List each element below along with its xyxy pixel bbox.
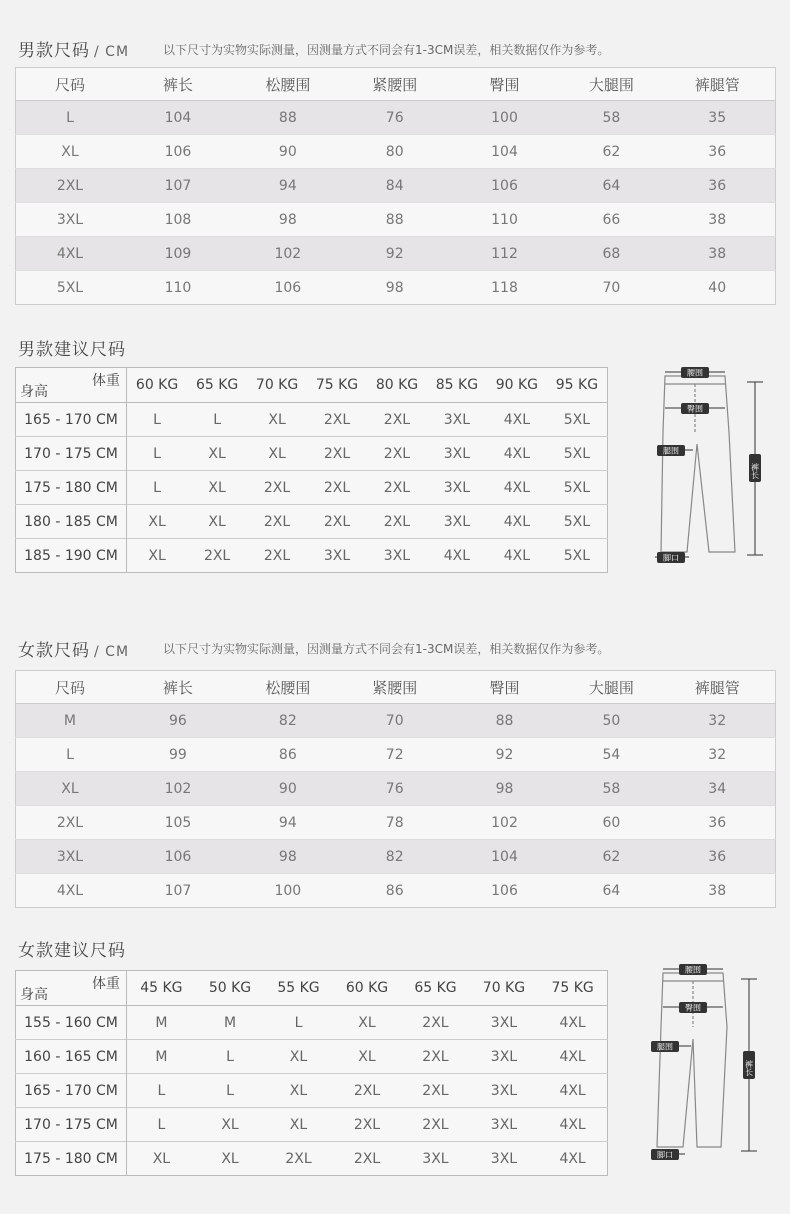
size-cell: 5XL	[547, 505, 608, 539]
column-header: 大腿围	[563, 671, 659, 704]
size-cell: 3XL	[427, 437, 487, 471]
size-cell: L	[127, 403, 188, 437]
table-cell: 118	[446, 271, 564, 305]
men-size-title	[18, 36, 129, 61]
size-cell: 4XL	[538, 1108, 607, 1142]
size-cell: 2XL	[367, 471, 427, 505]
size-cell: XL	[187, 505, 247, 539]
table-cell: 3XL	[16, 203, 124, 237]
table-cell: 106	[124, 840, 232, 874]
size-cell: 2XL	[307, 437, 367, 471]
column-header: 大腿围	[563, 68, 659, 101]
table-cell: 98	[344, 271, 446, 305]
size-cell: 2XL	[401, 1006, 469, 1040]
weight-header: 60 KG	[333, 971, 401, 1006]
size-cell: XL	[247, 437, 307, 471]
table-cell: 62	[563, 840, 659, 874]
size-cell: 2XL	[367, 437, 427, 471]
column-header: 紧腰围	[344, 68, 446, 101]
size-cell: XL	[187, 471, 247, 505]
height-label: 身高	[20, 384, 48, 400]
corner-header	[16, 971, 127, 1006]
table-cell: 36	[659, 840, 775, 874]
table-row	[16, 169, 776, 203]
size-cell: M	[127, 1006, 196, 1040]
size-cell: 3XL	[470, 1142, 538, 1176]
weight-header: 85 KG	[427, 368, 487, 403]
women-rec-title: 女款建议尺码	[18, 941, 126, 961]
table-row	[16, 806, 776, 840]
size-cell: 2XL	[333, 1074, 401, 1108]
corner-header	[16, 368, 127, 403]
table-cell: XL	[16, 135, 124, 169]
weight-header: 70 KG	[470, 971, 538, 1006]
table-cell: 50	[563, 704, 659, 738]
table-cell: 5XL	[16, 271, 124, 305]
table-cell: 58	[563, 101, 659, 135]
table-cell: 92	[344, 237, 446, 271]
table-row	[16, 1108, 608, 1142]
table-cell: 94	[232, 169, 344, 203]
size-cell: 4XL	[487, 471, 547, 505]
table-row	[16, 203, 776, 237]
men-diagram-waist-label: 腰围	[687, 368, 703, 378]
table-cell: 106	[232, 271, 344, 305]
table-cell: 105	[124, 806, 232, 840]
column-header: 裤长	[124, 68, 232, 101]
size-cell: XL	[187, 437, 247, 471]
women-rec-table	[15, 970, 608, 1176]
column-header: 臀围	[446, 68, 564, 101]
size-cell: 4XL	[538, 1142, 607, 1176]
table-row	[16, 271, 776, 305]
table-cell: 34	[659, 772, 775, 806]
women-diagram-waist-label: 腰围	[685, 965, 701, 975]
size-cell: 3XL	[307, 539, 367, 573]
table-cell: 86	[232, 738, 344, 772]
table-cell: 86	[344, 874, 446, 908]
table-row	[16, 437, 608, 471]
table-cell: 100	[232, 874, 344, 908]
height-label: 身高	[20, 987, 48, 1003]
table-row	[16, 101, 776, 135]
men-diagram-hip-label: 臀围	[687, 404, 703, 414]
size-cell: 3XL	[401, 1142, 469, 1176]
men-diagram-hem-label: 脚口	[663, 553, 679, 563]
table-row	[16, 738, 776, 772]
table-cell: 98	[232, 203, 344, 237]
column-header: 尺码	[16, 68, 124, 101]
weight-header: 45 KG	[127, 971, 196, 1006]
women-pants-diagram	[635, 955, 785, 1170]
women-pants-outline	[657, 973, 727, 1147]
table-row	[16, 505, 608, 539]
table-row	[16, 1040, 608, 1074]
height-cell: 170 - 175 CM	[16, 1108, 127, 1142]
table-cell: 38	[659, 237, 775, 271]
weight-header: 90 KG	[487, 368, 547, 403]
table-row	[16, 840, 776, 874]
size-cell: 2XL	[401, 1040, 469, 1074]
size-cell: L	[127, 471, 188, 505]
men-diagram-thigh-label: 腿围	[663, 446, 679, 456]
women-size-title	[18, 636, 129, 661]
column-header: 裤长	[124, 671, 232, 704]
height-cell: 180 - 185 CM	[16, 505, 127, 539]
table-cell: 90	[232, 135, 344, 169]
size-cell: 2XL	[307, 471, 367, 505]
size-cell: 2XL	[247, 539, 307, 573]
size-cell: XL	[127, 1142, 196, 1176]
size-cell: L	[196, 1074, 264, 1108]
size-cell: XL	[247, 403, 307, 437]
table-cell: 104	[446, 135, 564, 169]
table-cell: 2XL	[16, 169, 124, 203]
table-cell: 38	[659, 203, 775, 237]
size-cell: 2XL	[247, 471, 307, 505]
size-cell: 4XL	[487, 539, 547, 573]
column-header: 松腰围	[232, 68, 344, 101]
size-cell: 4XL	[538, 1006, 607, 1040]
height-cell: 160 - 165 CM	[16, 1040, 127, 1074]
table-cell: 76	[344, 772, 446, 806]
table-row	[16, 403, 608, 437]
size-cell: 3XL	[470, 1040, 538, 1074]
size-cell: 2XL	[367, 403, 427, 437]
size-cell: M	[196, 1006, 264, 1040]
table-cell: 112	[446, 237, 564, 271]
weight-header: 75 KG	[538, 971, 607, 1006]
height-cell: 165 - 170 CM	[16, 1074, 127, 1108]
women-size-table	[15, 670, 776, 908]
weight-header: 95 KG	[547, 368, 608, 403]
table-row	[16, 1142, 608, 1176]
column-header: 臀围	[446, 671, 564, 704]
size-cell: 5XL	[547, 539, 608, 573]
size-cell: XL	[333, 1040, 401, 1074]
height-cell: 155 - 160 CM	[16, 1006, 127, 1040]
table-cell: 98	[232, 840, 344, 874]
size-cell: 2XL	[333, 1108, 401, 1142]
table-cell: 54	[563, 738, 659, 772]
table-cell: 4XL	[16, 237, 124, 271]
weight-header: 75 KG	[307, 368, 367, 403]
table-cell: 60	[563, 806, 659, 840]
table-cell: 78	[344, 806, 446, 840]
size-cell: L	[187, 403, 247, 437]
men-pants-diagram	[635, 362, 785, 572]
table-cell: 64	[563, 169, 659, 203]
table-cell: 36	[659, 169, 775, 203]
table-row	[16, 471, 608, 505]
table-cell: 102	[232, 237, 344, 271]
column-header: 松腰围	[232, 671, 344, 704]
table-cell: 36	[659, 135, 775, 169]
men-size-note: 以下尺寸为实物实际测量，因测量方式不同会有1-3CM误差，相关数据仅作为参考。	[163, 43, 610, 57]
table-cell: 94	[232, 806, 344, 840]
size-cell: L	[127, 1108, 196, 1142]
women-size-title-text: 女款尺码	[18, 641, 90, 661]
table-cell: 88	[446, 704, 564, 738]
table-cell: 99	[124, 738, 232, 772]
size-cell: XL	[333, 1006, 401, 1040]
table-cell: 3XL	[16, 840, 124, 874]
weight-header: 55 KG	[264, 971, 332, 1006]
size-cell: L	[127, 1074, 196, 1108]
size-cell: 4XL	[487, 505, 547, 539]
men-rec-title: 男款建议尺码	[18, 340, 126, 360]
women-diagram-hip-label: 臀围	[685, 1003, 701, 1013]
height-cell: 185 - 190 CM	[16, 539, 127, 573]
table-cell: 102	[124, 772, 232, 806]
size-cell: 3XL	[427, 505, 487, 539]
table-row	[16, 539, 608, 573]
women-diagram-hem-label: 脚口	[657, 1150, 673, 1160]
table-cell: L	[16, 738, 124, 772]
table-cell: 84	[344, 169, 446, 203]
height-cell: 170 - 175 CM	[16, 437, 127, 471]
column-header: 尺码	[16, 671, 124, 704]
table-cell: 32	[659, 738, 775, 772]
size-cell: XL	[264, 1108, 332, 1142]
column-header: 裤腿管	[659, 671, 775, 704]
weight-header: 65 KG	[401, 971, 469, 1006]
table-cell: 70	[563, 271, 659, 305]
table-cell: 100	[446, 101, 564, 135]
size-cell: XL	[127, 505, 188, 539]
size-cell: XL	[196, 1142, 264, 1176]
table-cell: 98	[446, 772, 564, 806]
size-cell: L	[127, 437, 188, 471]
table-cell: 108	[124, 203, 232, 237]
table-cell: 110	[446, 203, 564, 237]
size-cell: 4XL	[538, 1040, 607, 1074]
men-pants-outline	[661, 376, 735, 552]
table-cell: 40	[659, 271, 775, 305]
table-cell: 110	[124, 271, 232, 305]
table-cell: 4XL	[16, 874, 124, 908]
table-cell: 62	[563, 135, 659, 169]
weight-label: 体重	[92, 373, 120, 389]
size-cell: 2XL	[333, 1142, 401, 1176]
table-cell: 107	[124, 169, 232, 203]
table-cell: 76	[344, 101, 446, 135]
size-cell: 2XL	[247, 505, 307, 539]
height-cell: 175 - 180 CM	[16, 1142, 127, 1176]
table-cell: 107	[124, 874, 232, 908]
table-cell: 88	[344, 203, 446, 237]
size-cell: 5XL	[547, 403, 608, 437]
table-row	[16, 874, 776, 908]
size-cell: 2XL	[264, 1142, 332, 1176]
table-cell: 82	[232, 704, 344, 738]
size-cell: 2XL	[401, 1108, 469, 1142]
table-cell: 106	[446, 874, 564, 908]
table-cell: 72	[344, 738, 446, 772]
size-cell: 4XL	[487, 403, 547, 437]
men-size-table	[15, 67, 776, 305]
size-cell: 3XL	[470, 1006, 538, 1040]
size-cell: L	[196, 1040, 264, 1074]
table-cell: 2XL	[16, 806, 124, 840]
table-row	[16, 704, 776, 738]
table-cell: 58	[563, 772, 659, 806]
table-cell: 92	[446, 738, 564, 772]
men-size-title-text: 男款尺码	[18, 41, 90, 61]
table-cell: 66	[563, 203, 659, 237]
weight-header: 50 KG	[196, 971, 264, 1006]
table-cell: 106	[124, 135, 232, 169]
table-cell: 104	[446, 840, 564, 874]
women-size-unit: / CM	[94, 644, 130, 660]
size-cell: 3XL	[427, 403, 487, 437]
table-cell: 96	[124, 704, 232, 738]
size-cell: 3XL	[367, 539, 427, 573]
men-rec-table	[15, 367, 608, 573]
table-cell: 82	[344, 840, 446, 874]
column-header: 裤腿管	[659, 68, 775, 101]
size-cell: 5XL	[547, 437, 608, 471]
women-size-note: 以下尺寸为实物实际测量，因测量方式不同会有1-3CM误差，相关数据仅作为参考。	[163, 642, 610, 656]
table-cell: 80	[344, 135, 446, 169]
table-cell: 38	[659, 874, 775, 908]
size-cell: L	[264, 1006, 332, 1040]
table-cell: 104	[124, 101, 232, 135]
size-cell: 4XL	[487, 437, 547, 471]
men-diagram-length-label: 裤长	[750, 463, 760, 479]
size-cell: 2XL	[187, 539, 247, 573]
table-cell: 109	[124, 237, 232, 271]
column-header: 紧腰围	[344, 671, 446, 704]
table-cell: L	[16, 101, 124, 135]
women-diagram-thigh-label: 腿围	[657, 1042, 673, 1052]
table-cell: 106	[446, 169, 564, 203]
table-cell: 88	[232, 101, 344, 135]
weight-header: 70 KG	[247, 368, 307, 403]
table-row	[16, 237, 776, 271]
size-cell: 4XL	[427, 539, 487, 573]
size-cell: M	[127, 1040, 196, 1074]
size-cell: XL	[196, 1108, 264, 1142]
size-cell: 2XL	[367, 505, 427, 539]
size-cell: 3XL	[470, 1108, 538, 1142]
table-cell: 64	[563, 874, 659, 908]
table-row	[16, 135, 776, 169]
size-cell: 3XL	[470, 1074, 538, 1108]
size-cell: XL	[127, 539, 188, 573]
weight-label: 体重	[92, 976, 120, 992]
size-cell: 2XL	[307, 403, 367, 437]
size-cell: XL	[264, 1040, 332, 1074]
size-cell: 2XL	[401, 1074, 469, 1108]
table-cell: 36	[659, 806, 775, 840]
height-cell: 175 - 180 CM	[16, 471, 127, 505]
table-cell: XL	[16, 772, 124, 806]
size-cell: 3XL	[427, 471, 487, 505]
table-cell: M	[16, 704, 124, 738]
weight-header: 65 KG	[187, 368, 247, 403]
table-cell: 90	[232, 772, 344, 806]
men-size-unit: / CM	[94, 44, 130, 60]
size-cell: XL	[264, 1074, 332, 1108]
height-cell: 165 - 170 CM	[16, 403, 127, 437]
table-row	[16, 772, 776, 806]
weight-header: 60 KG	[127, 368, 188, 403]
size-cell: 4XL	[538, 1074, 607, 1108]
table-cell: 68	[563, 237, 659, 271]
weight-header: 80 KG	[367, 368, 427, 403]
table-row	[16, 1006, 608, 1040]
table-cell: 35	[659, 101, 775, 135]
size-cell: 2XL	[307, 505, 367, 539]
table-row	[16, 1074, 608, 1108]
table-cell: 102	[446, 806, 564, 840]
size-cell: 5XL	[547, 471, 608, 505]
table-cell: 70	[344, 704, 446, 738]
women-diagram-length-label: 裤长	[744, 1060, 754, 1076]
table-cell: 32	[659, 704, 775, 738]
